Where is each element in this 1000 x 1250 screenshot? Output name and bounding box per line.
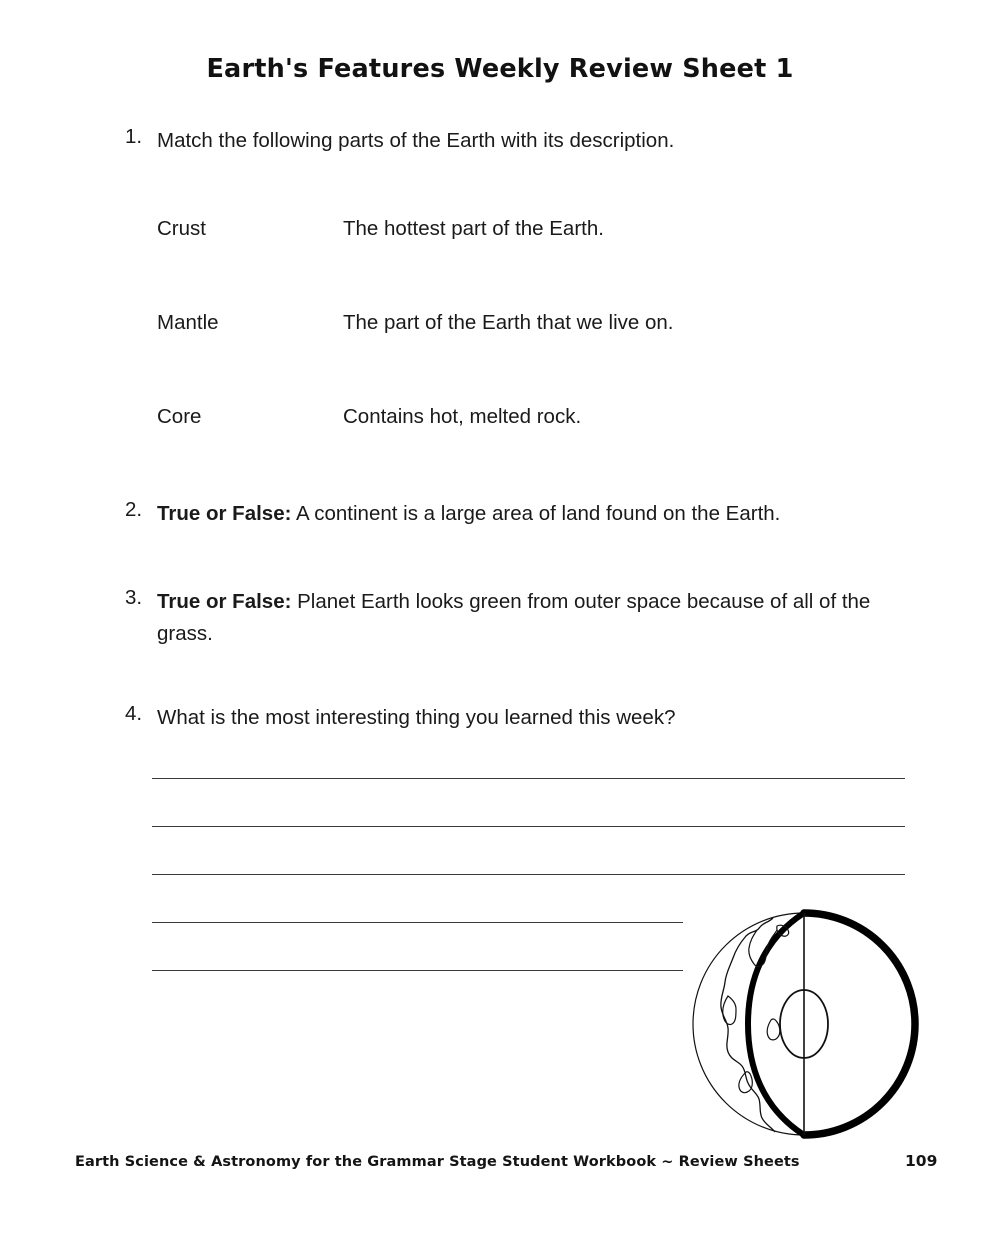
match-description-1: The hottest part of the Earth. [343,217,604,240]
question-2-statement: A continent is a large area of land found on the Earth. [291,502,781,525]
question-3-statement: Planet Earth looks green from outer space because of all of the grass. [157,590,871,645]
match-term-mantle: Mantle [157,311,219,334]
question-4-number: 4. [125,702,143,725]
question-2-prefix: True or False: [157,502,292,525]
question-1-text: Match the following parts of the Earth with its description. [157,129,675,152]
match-description-3: Contains hot, melted rock. [343,405,582,428]
question-3-prefix: True or False: [157,590,292,613]
earth-cutaway-icon [676,900,934,1150]
page-title: Earth's Features Weekly Review Sheet 1 [206,54,794,84]
question-2-text [157,498,947,530]
question-3-number: 3. [125,586,143,609]
question-4-text: What is the most interesting thing you learned this week? [157,706,676,729]
footer-page-number: 109 [905,1152,938,1170]
footer-book-title: Earth Science & Astronomy for the Grammar Stage Student Workbook ~ Review Sheets [75,1154,800,1170]
answer-line[interactable] [152,826,905,827]
question-2-number: 2. [125,498,143,521]
answer-line[interactable] [152,874,905,875]
answer-line[interactable] [152,778,905,779]
answer-line[interactable] [152,970,683,971]
answer-line[interactable] [152,922,683,923]
match-term-core: Core [157,405,202,428]
question-1-number: 1. [125,125,143,148]
earth-cutaway-svg [676,900,934,1150]
match-description-2: The part of the Earth that we live on. [343,311,674,334]
question-3-text [157,586,927,650]
match-term-crust: Crust [157,217,206,240]
